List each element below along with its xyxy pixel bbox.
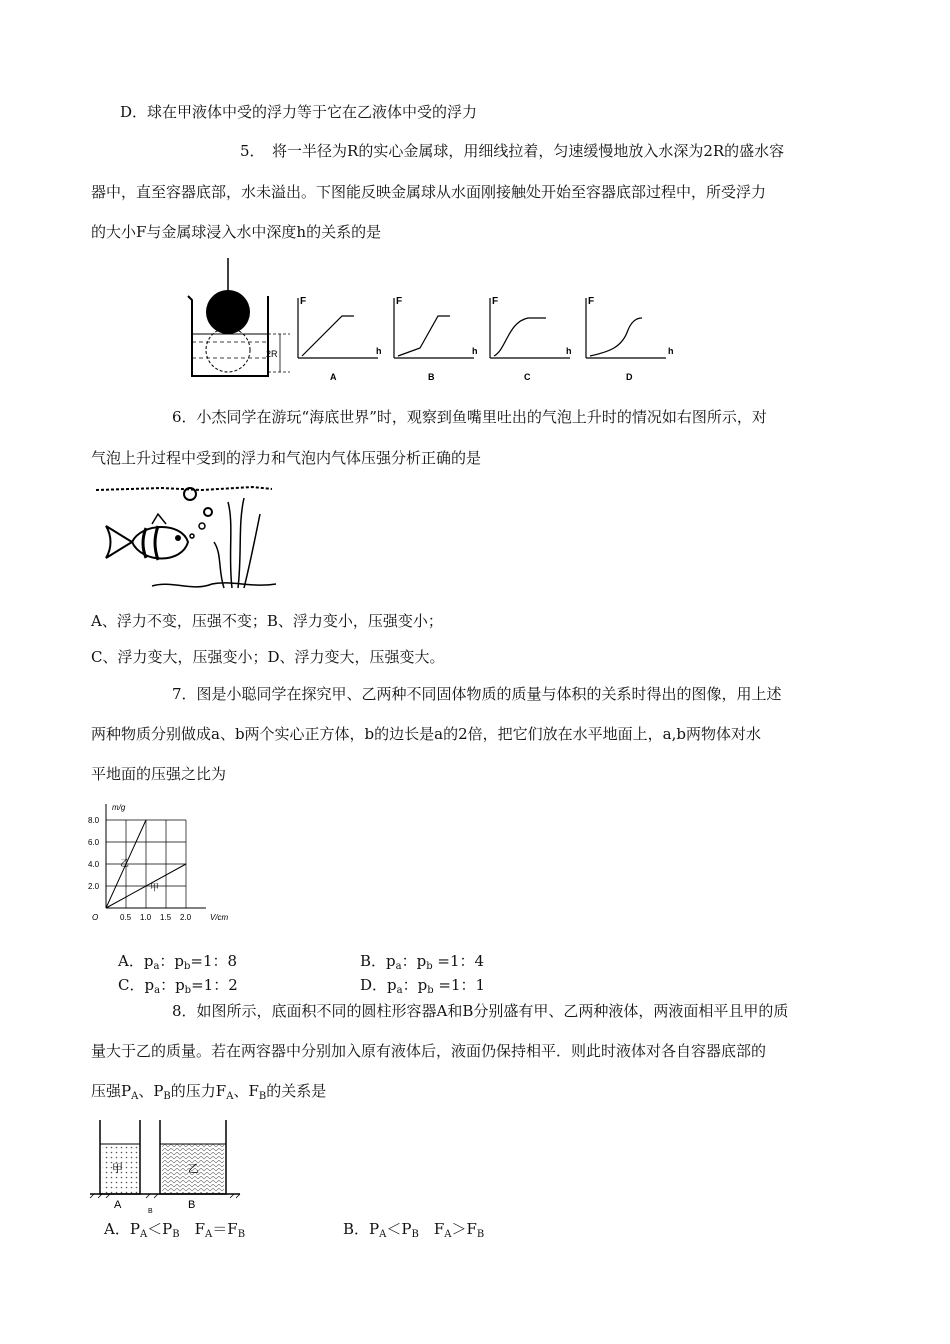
q7-option-d-mid: ：p (402, 976, 428, 994)
q7-text-line1: 7．图是小聪同学在探究甲、乙两种不同固体物质的质量与体积的关系时得出的图像，用上述 (172, 685, 782, 703)
liquid-a-label: 甲 (112, 1163, 123, 1175)
q8-line3-s4: B (258, 1091, 267, 1102)
graph-d-y-label: F (588, 296, 595, 307)
q7-option-d-sub1: a (396, 985, 403, 996)
q7-option-c-mid: ：p (160, 976, 185, 994)
q5-text-line1: 5． 将一半径为R的实心金属球，用细线拉着，匀速缓慢地放入水深为2R的盛水容 (240, 142, 785, 160)
chart-y-tick-label: 4.0 (88, 860, 100, 869)
q7-option-d (360, 974, 485, 996)
q8-opt-a-t3: F (179, 1220, 206, 1238)
q7-option-b-suffix: =1：4 (432, 952, 485, 970)
graph-a-y-label: F (300, 296, 307, 307)
q8-line3-t5: 的关系是 (266, 1082, 327, 1100)
graph-d-x-label: h (668, 346, 674, 356)
q8-line3-t1: 压强P (91, 1082, 132, 1100)
q7-text-line3: 平地面的压强之比为 (91, 765, 227, 783)
chart-x-label: V/cm (210, 913, 229, 922)
q8-line3-t2: 、P (138, 1082, 164, 1100)
q5-text-line3: 的大小F与金属球浸入水中深度h的关系的是 (91, 223, 382, 241)
q8-option-a (104, 1218, 245, 1240)
graph-a (298, 296, 382, 382)
q8-opt-a-t2: ＜P (147, 1220, 173, 1238)
q8-line3-s1: A (131, 1091, 139, 1102)
beaker-diagram (188, 258, 290, 376)
q8-opt-b-t4: ＞F (451, 1220, 477, 1238)
q6-text-line2: 气泡上升过程中受到的浮力和气泡内气体压强分析正确的是 (91, 449, 482, 467)
q7-option-a-sub1: a (153, 961, 160, 972)
mass-volume-chart (88, 798, 258, 928)
q7-option-d-suffix: =1：1 (433, 976, 486, 994)
container-a-label: A (114, 1199, 122, 1211)
q7-option-c-sub1: a (154, 985, 161, 996)
graph-d (586, 296, 674, 382)
graph-b-y-label: F (396, 296, 403, 307)
q7-option-b-mid: ：p (401, 952, 427, 970)
chart-x-tick-label: 2.0 (180, 913, 192, 922)
chart-x-tick-label: 1.0 (140, 913, 152, 922)
q7-option-b-prefix: B．p (360, 952, 396, 970)
liquid-b-label: 乙 (188, 1163, 199, 1175)
chart-y-tick-label: 6.0 (88, 838, 100, 847)
graph-c (490, 296, 572, 382)
q8-text-line2: 量大于乙的质量。若在两容器中分别加入原有液体后，液面仍保持相平．则此时液体对各自容器底部的 (91, 1042, 767, 1060)
q8-opt-b-s1: A (379, 1229, 387, 1240)
graph-b-x-label: h (472, 346, 478, 356)
chart-y-label: m/g (112, 803, 126, 812)
figure-caption: B (148, 1208, 153, 1215)
q8-line3-t3: 的压力F (170, 1082, 227, 1100)
q7-option-a (118, 950, 237, 972)
container-b (160, 1120, 226, 1211)
q8-opt-b-s3: A (444, 1229, 452, 1240)
chart-series-label: 甲 (150, 882, 160, 893)
q7-option-d-sub2: b (427, 985, 434, 996)
q8-line3-s3: A (226, 1091, 234, 1102)
q8-line3-t4: 、F (233, 1082, 259, 1100)
chart-x-tick-label: 1.5 (160, 913, 172, 922)
q6-text-line1: 6．小杰同学在游玩“海底世界”时，观察到鱼嘴里吐出的气泡上升时的情况如右图所示，对 (172, 408, 767, 426)
graph-c-label: C (524, 372, 531, 382)
q8-opt-a-s4: B (237, 1229, 246, 1240)
q8-opt-b-s4: B (476, 1229, 485, 1240)
q8-opt-b-s2: B (411, 1229, 419, 1240)
fish (106, 514, 188, 560)
container-a (100, 1120, 140, 1211)
q7-option-c-sub2: b (184, 985, 192, 996)
q7-option-a-prefix: A．p (118, 952, 154, 970)
q8-opt-a-s2: B (172, 1229, 180, 1240)
q8-option-b (343, 1218, 484, 1240)
graph-c-y-label: F (492, 296, 499, 307)
q8-opt-a-s3: A (205, 1229, 213, 1240)
q5-figure (180, 258, 700, 388)
q7-option-a-suffix: =1：8 (190, 952, 238, 970)
q5-text-line2: 器中，直至容器底部，水未溢出。下图能反映金属球从水面刚接触处开始至容器底部过程中，所受浮力 (91, 183, 767, 201)
chart-y-tick-label: 2.0 (88, 882, 100, 891)
q6-options-line1: A、浮力不变，压强不变；B、浮力变小，压强变小； (91, 612, 443, 630)
chart-origin-label: O (92, 913, 99, 922)
q8-opt-b-t1: B．P (343, 1220, 380, 1238)
container-b-label: B (188, 1199, 196, 1211)
graph-c-x-label: h (566, 346, 572, 356)
graph-d-label: D (626, 372, 633, 382)
q7-option-a-sub2: b (184, 961, 191, 972)
graph-a-x-label: h (376, 346, 382, 356)
q4-option-d: D．球在甲液体中受的浮力等于它在乙液体中受的浮力 (120, 103, 478, 121)
fish-bubbles-picture (92, 484, 292, 599)
q8-opt-b-t3: F (418, 1220, 445, 1238)
q8-opt-b-t2: ＜P (386, 1220, 412, 1238)
q8-text-line3 (91, 1080, 326, 1102)
chart-series-label: 乙 (120, 858, 130, 869)
q7-option-b (360, 950, 484, 972)
graph-b (394, 296, 478, 382)
q7-option-b-sub1: a (395, 961, 402, 972)
q8-text-line1: 8．如图所示，底面积不同的圆柱形容器A和B分别盛有甲、乙两种液体，两液面相平且甲的质 (172, 1002, 789, 1020)
graph-a-label: A (330, 372, 337, 382)
q8-opt-a-s1: A (139, 1229, 148, 1240)
q7-option-d-prefix: D．p (360, 976, 397, 994)
q7-option-c-prefix: C．p (118, 976, 155, 994)
q8-opt-a-t1: A．P (104, 1220, 140, 1238)
containers-figure (90, 1116, 240, 1214)
metal-ball (206, 290, 250, 334)
q7-text-line2: 两种物质分别做成a、b两个实心正方体，b的边长是a的2倍，把它们放在水平地面上，a,b两物体对水 (91, 725, 761, 743)
q6-options-line2: C、浮力变大，压强变小；D、浮力变大，压强变大。 (91, 648, 445, 666)
q7-option-b-sub2: b (426, 961, 433, 972)
q8-opt-a-t4: ＝F (212, 1220, 238, 1238)
chart-y-tick-label: 8.0 (88, 816, 100, 825)
q7-option-c (118, 974, 238, 996)
depth-label: 2R (266, 349, 278, 359)
q7-option-a-mid: ：p (159, 952, 185, 970)
chart-x-tick-label: 0.5 (120, 913, 132, 922)
q7-option-c-suffix: =1：2 (191, 976, 238, 994)
q8-line3-s2: B (163, 1091, 171, 1102)
graph-b-label: B (428, 372, 435, 382)
